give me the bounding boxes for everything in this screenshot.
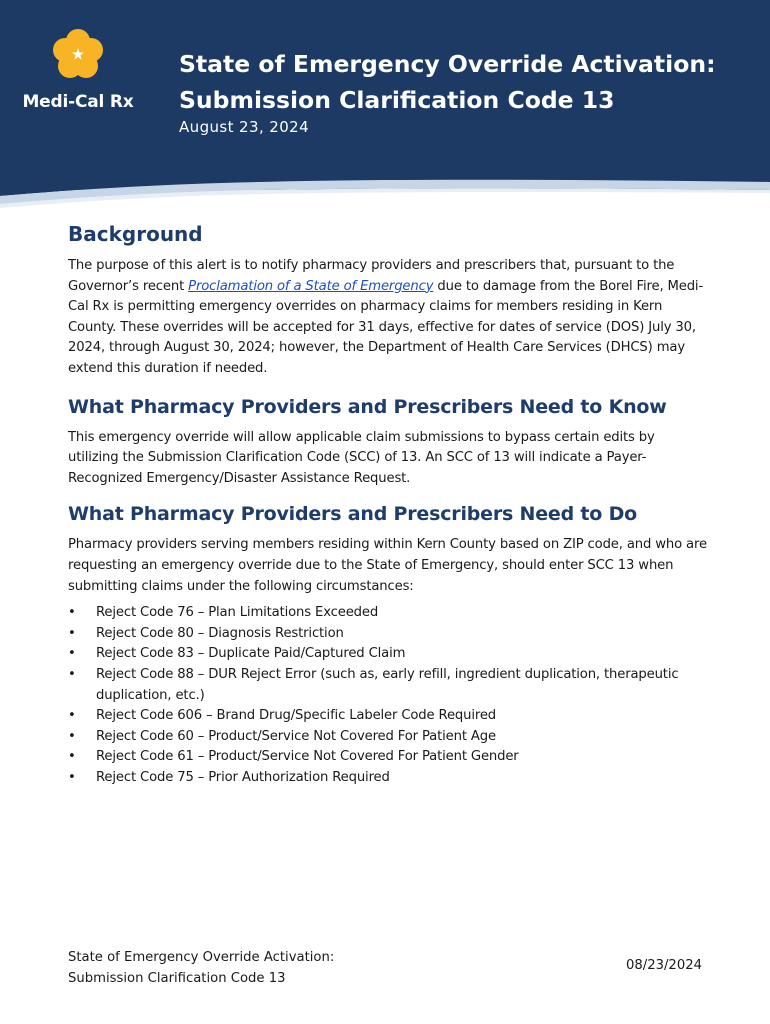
- list-item: • Reject Code 75 – Prior Authorization Required: [68, 768, 708, 789]
- reject-code-list: [68, 603, 708, 788]
- list-item: • Reject Code 88 – DUR Reject Error (such as, early refill, ingredient duplication, therapeutic duplication, etc.): [68, 665, 708, 706]
- list-item: • Reject Code 61 – Product/Service Not Covered For Patient Gender: [68, 747, 708, 768]
- logo-text: Medi-Cal Rx: [22, 92, 134, 112]
- background-text-end: due to damage from the Borel Fire, Medi-Cal Rx is permitting emergency overrides on pharmacy claims for members residing in Kern County. These overrides will be accepted for 31 days, effective for dates of service (DOS) July 30, 2024, through August 30, 2024; however, the Department of Health Care Services (DHCS) may extend this duration if needed.: [68, 278, 704, 376]
- main-content: [68, 222, 708, 788]
- page-title: [179, 46, 749, 118]
- footer-line-2: Submission Clarification Code 13: [68, 971, 286, 986]
- need-to-do-paragraph: Pharmacy providers serving members residing within Kern County based on ZIP code, and who are requesting an emergency override due to the State of Emergency, should enter SCC 13 when submitting claims under the following circumstances:: [68, 537, 707, 594]
- header-wave-divider: [0, 160, 770, 220]
- background-heading: Background: [68, 222, 203, 246]
- list-item: • Reject Code 80 – Diagnosis Restriction: [68, 624, 708, 645]
- title-line-1: State of Emergency Override Activation:: [179, 50, 716, 78]
- title-line-2: Submission Clarification Code 13: [179, 86, 615, 114]
- list-item: • Reject Code 60 – Product/Service Not Covered For Patient Age: [68, 727, 708, 748]
- list-item: • Reject Code 76 – Plan Limitations Exceeded: [68, 603, 708, 624]
- poppy-flower-icon: [52, 28, 104, 80]
- list-item: • Reject Code 83 – Duplicate Paid/Captured Claim: [68, 644, 708, 665]
- need-to-know-heading: What Pharmacy Providers and Prescribers Need to Know: [68, 395, 667, 418]
- publication-date: August 23, 2024: [179, 118, 310, 136]
- background-paragraph: [68, 256, 708, 380]
- footer-line-1: State of Emergency Override Activation:: [68, 950, 335, 965]
- list-item: • Reject Code 606 – Brand Drug/Specific Labeler Code Required: [68, 706, 708, 727]
- footer-date: 08/23/2024: [625, 958, 702, 973]
- background-text-start: The purpose of this alert is to notify pharmacy providers and prescribers that, pursuant to the Governor’s recent: [68, 258, 675, 294]
- need-to-know-paragraph: This emergency override will allow applicable claim submissions to bypass certain edits by utilizing the Submission Clarification Code (SCC) of 13. An SCC of 13 will indicate a Payer-Recognized Emergency/Disaster Assistance Request.: [68, 429, 655, 486]
- footer-title: [68, 947, 334, 989]
- proclamation-link[interactable]: Proclamation of a State of Emergency: [188, 278, 434, 294]
- need-to-do-heading: What Pharmacy Providers and Prescribers Need to Do: [68, 503, 637, 526]
